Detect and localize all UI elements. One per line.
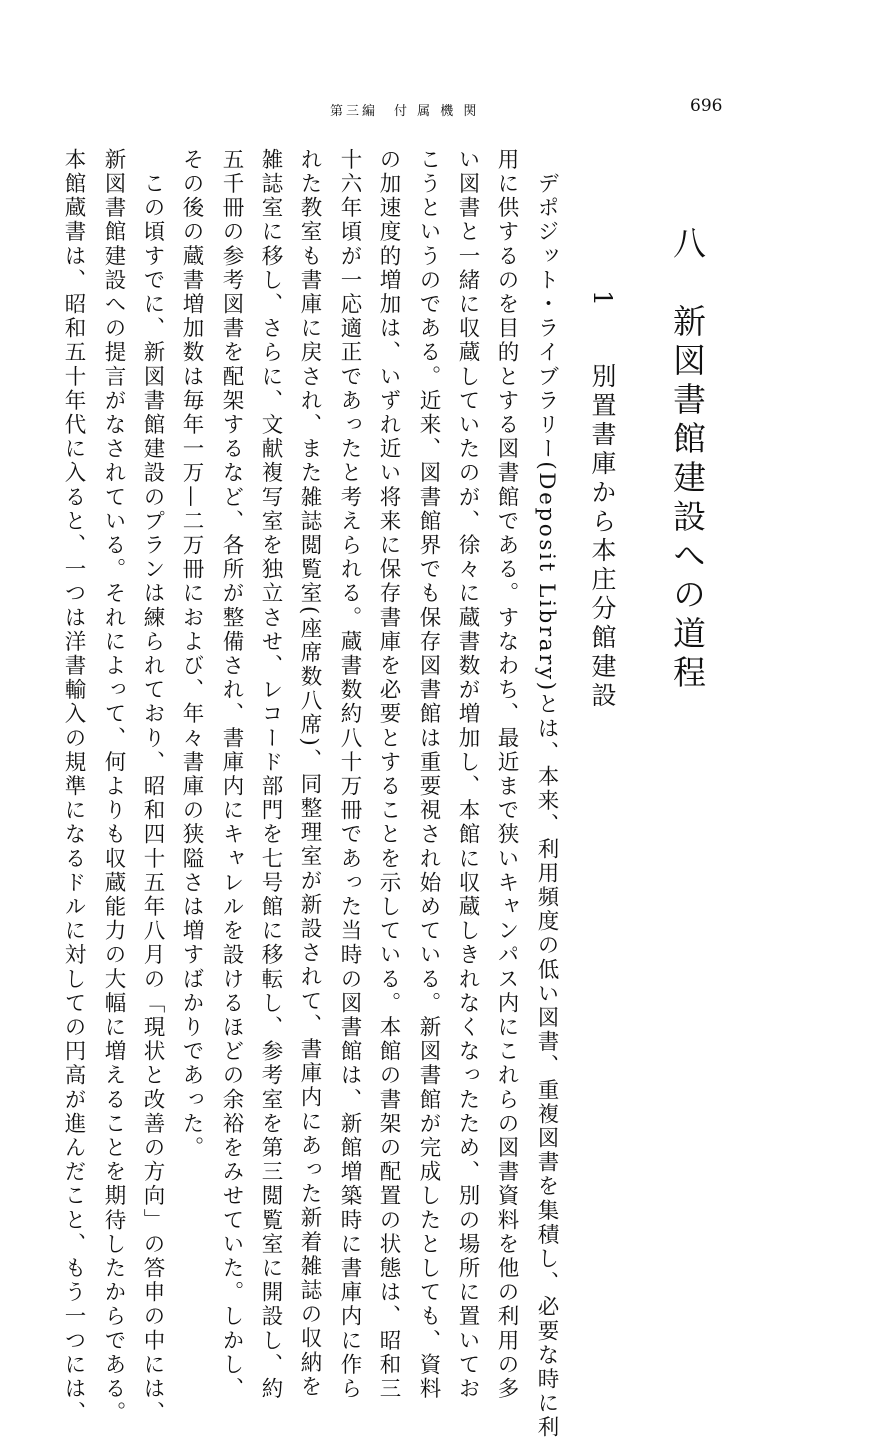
body-line: その後の蔵書増加数は毎年一万—二万冊におよび、年々書庫の狭隘さは増すばかりであった。	[179, 148, 204, 1161]
body-line: この頃すでに、新図書館建設のプランは練られており、昭和四十五年八月の「現状と改善の方向」の答申の中には、	[140, 148, 165, 1426]
section-heading	[584, 290, 620, 711]
body-line: 五千冊の参考図書を配架するなど、各所が整備され、書庫内にキャレルを設けるほどの余裕をみせていた。しかし、	[219, 148, 244, 1402]
body-line: デポジット・ライブラリー(Deposit Library)とは、本来、利用頻度の低い図書、重複図書を集積し、必要な時に利	[534, 148, 559, 1440]
section-number: 1	[588, 290, 617, 310]
body-line: 本館蔵書は、昭和五十年代に入ると、一つは洋書輸入の規準になるドルに対しての円高が進んだこと、もう一つには、	[61, 148, 86, 1426]
body-line: 十六年頃が一応適正であったと考えられる。蔵書数約八十万冊であった当時の図書館は、新館増築時に書庫内に作ら	[337, 148, 362, 1402]
body-line: い図書と一緒に収蔵していたのが、徐々に蔵書数が増加し、本館に収蔵しきれなくなったため、別の場所に置いてお	[455, 148, 480, 1402]
chapter-title: 八 新図書館建設への道程	[668, 226, 707, 694]
body-line: 新図書館建設への提言がなされている。それによって、何よりも収蔵能力の大幅に増えることを期待したからである。	[101, 148, 126, 1426]
body-line: こうというのである。近来、図書館界でも保存図書館は重要視され始めている。新図書館が完成したとしても、資料	[416, 148, 441, 1402]
page-number: 696	[690, 96, 723, 116]
body-line: 雑誌室に移し、さらに、文献複写室を独立させ、レコード部門を七号館に移転し、参考室を第三閲覧室に開設し、約	[258, 148, 283, 1402]
body-line: の加速度的増加は、いずれ近い将来に保存書庫を必要とすることを示している。本館の書架の配置の状態は、昭和三	[376, 148, 401, 1402]
body-line: 用に供するのを目的とする図書館である。すなわち、最近まで狭いキャンパス内にこれらの図書資料を他の利用の多	[494, 148, 519, 1402]
section-title: 別置書庫から本庄分館建設	[588, 362, 617, 711]
body-line: れた教室も書庫に戻され、また雑誌閲覧室(座席数八席)、同整理室が新設されて、書庫内にあった新着雑誌の収納を	[297, 148, 322, 1400]
running-head: 第三編 付 属 機 関	[330, 104, 480, 119]
section-spacer	[588, 322, 617, 351]
